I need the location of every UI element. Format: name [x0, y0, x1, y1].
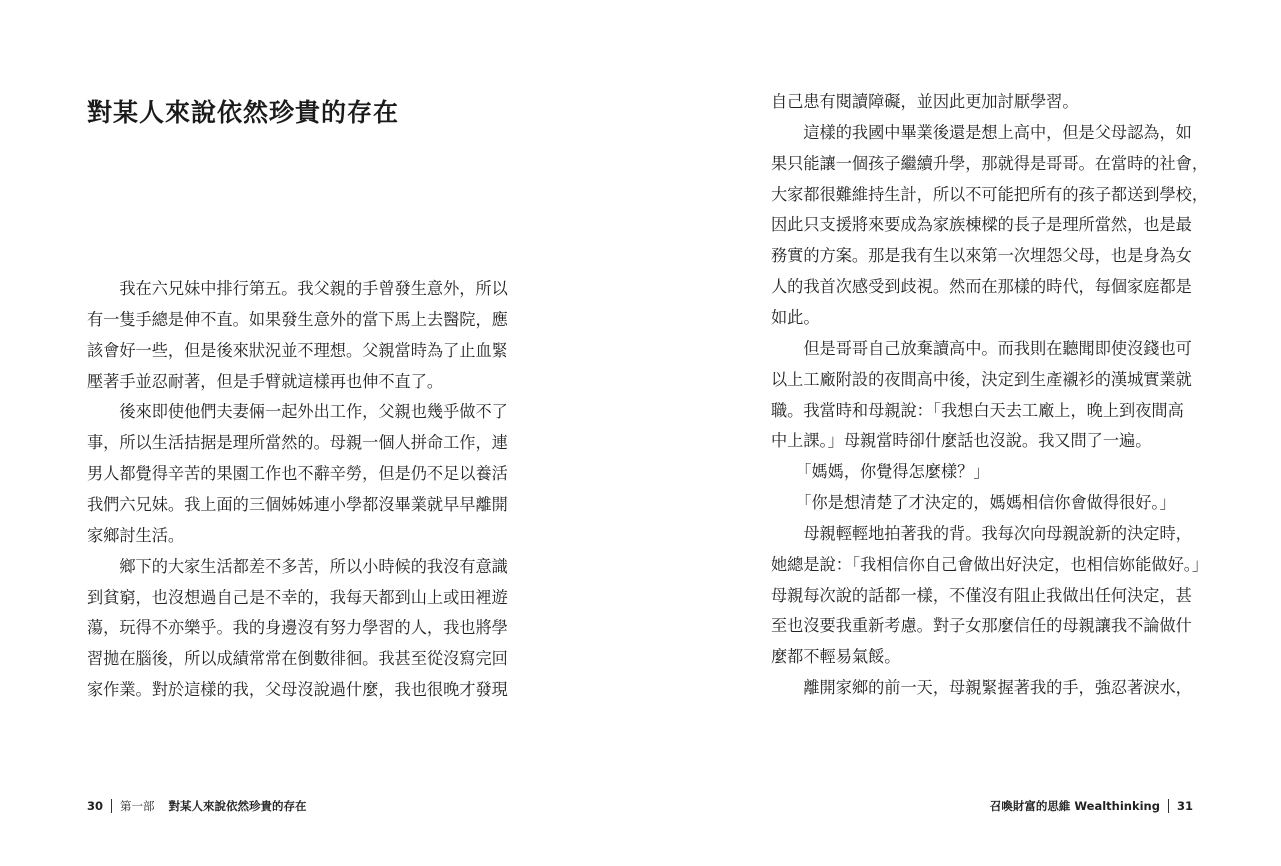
text-line: 自己患有閱讀障礙，並因此更加討厭學習。 — [771, 92, 1079, 111]
text-line: 到貧窮，也沒想過自己是不幸的，我每天都到山上或田裡遊 — [87, 587, 508, 607]
text-line: 至也沒要我重新考慮。對子女那麼信任的母親讓我不論做什 — [771, 616, 1192, 636]
text-line: 母親輕輕地拍著我的背。我每次向母親說新的決定時， — [771, 523, 1192, 543]
text-line: 我們六兄妹。我上面的三個姊姊連小學都沒畢業就早早離開 — [87, 494, 508, 514]
text-line: 男人都覺得辛苦的果園工作也不辭辛勞，但是仍不足以養活 — [87, 464, 508, 484]
text-line: 事，所以生活拮据是理所當然的。母親一個人拼命工作，連 — [87, 433, 508, 453]
text-line: 大家都很難維持生計，所以不可能把所有的孩子都送到學校， — [771, 184, 1209, 204]
text-line: 該會好一些，但是後來狀況並不理想。父親當時為了止血緊 — [87, 340, 508, 360]
text-line: 有一隻手總是伸不直。如果發生意外的當下馬上去醫院，應 — [87, 309, 508, 329]
text-line: 壓著手並忍耐著，但是手臂就這樣再也伸不直了。 — [87, 371, 444, 391]
footer-divider — [1168, 799, 1169, 813]
text-line: 鄉下的大家生活都差不多苦，所以小時候的我沒有意識 — [87, 556, 508, 576]
left-page-number: 30 — [87, 799, 104, 813]
text-line: 這樣的我國中畢業後還是想上高中，但是父母認為，如 — [771, 122, 1192, 142]
text-line: 人的我首次感受到歧視。然而在那樣的時代，每個家庭都是 — [771, 277, 1192, 297]
text-line: 母親每次說的話都一樣，不僅沒有阻止我做出任何決定，甚 — [771, 585, 1192, 605]
right-page-number: 31 — [1176, 799, 1193, 813]
text-line: 果只能讓一個孩子繼續升學，那就得是哥哥。在當時的社會， — [771, 153, 1209, 173]
left-page-footer — [87, 798, 307, 814]
text-line: 如此。 — [771, 307, 820, 327]
text-line: 離開家鄉的前一天，母親緊握著我的手，強忍著淚水， — [771, 678, 1192, 698]
text-line: 我在六兄妹中排行第五。我父親的手曾發生意外，所以 — [87, 279, 508, 298]
footer-chapter-title: 對某人來說依然珍貴的存在 — [168, 799, 307, 813]
text-line: 因此只支援將來要成為家族棟樑的長子是理所當然，也是最 — [771, 215, 1192, 235]
right-page-footer — [990, 798, 1193, 814]
text-line: 習拋在腦後，所以成績常常在倒數徘徊。我甚至從沒寫完回 — [87, 649, 508, 669]
left-page — [0, 0, 640, 866]
right-page — [640, 0, 1281, 866]
footer-part-label: 第一部 — [120, 799, 155, 813]
text-line: 中上課。」母親當時卻什麼話也沒說。我又問了一遍。 — [771, 431, 1152, 451]
text-line: 她總是說：「我相信你自己會做出好決定，也相信妳能做好。」 — [771, 554, 1209, 574]
text-line: 職。我當時和母親說：「我想白天去工廠上，晚上到夜間高 — [771, 400, 1184, 420]
text-line: 以上工廠附設的夜間高中後，決定到生產襯衫的漢城實業就 — [771, 369, 1192, 389]
footer-book-title: 召喚財富的思維 Wealthinking — [989, 799, 1160, 813]
chapter-title: 對某人來說依然珍貴的存在 — [87, 98, 400, 127]
text-line: 後來即使他們夫妻倆一起外出工作，父親也幾乎做不了 — [87, 402, 508, 422]
text-line: 家鄉討生活。 — [87, 525, 185, 545]
text-line: 蕩，玩得不亦樂乎。我的身邊沒有努力學習的人，我也將學 — [87, 618, 508, 638]
text-line: 「媽媽，你覺得怎麼樣？」 — [771, 462, 990, 482]
text-line: 「你是想清楚了才決定的，媽媽相信你會做得很好。」 — [771, 493, 1176, 513]
text-line: 務實的方案。那是我有生以來第一次埋怨父母，也是身為女 — [771, 246, 1192, 266]
footer-divider — [111, 799, 112, 813]
text-line: 但是哥哥自己放棄讀高中。而我則在聽聞即使沒錢也可 — [771, 338, 1192, 358]
text-line: 麼都不輕易氣餒。 — [771, 647, 901, 667]
text-line: 家作業。對於這樣的我，父母沒說過什麼，我也很晚才發現 — [87, 680, 508, 700]
